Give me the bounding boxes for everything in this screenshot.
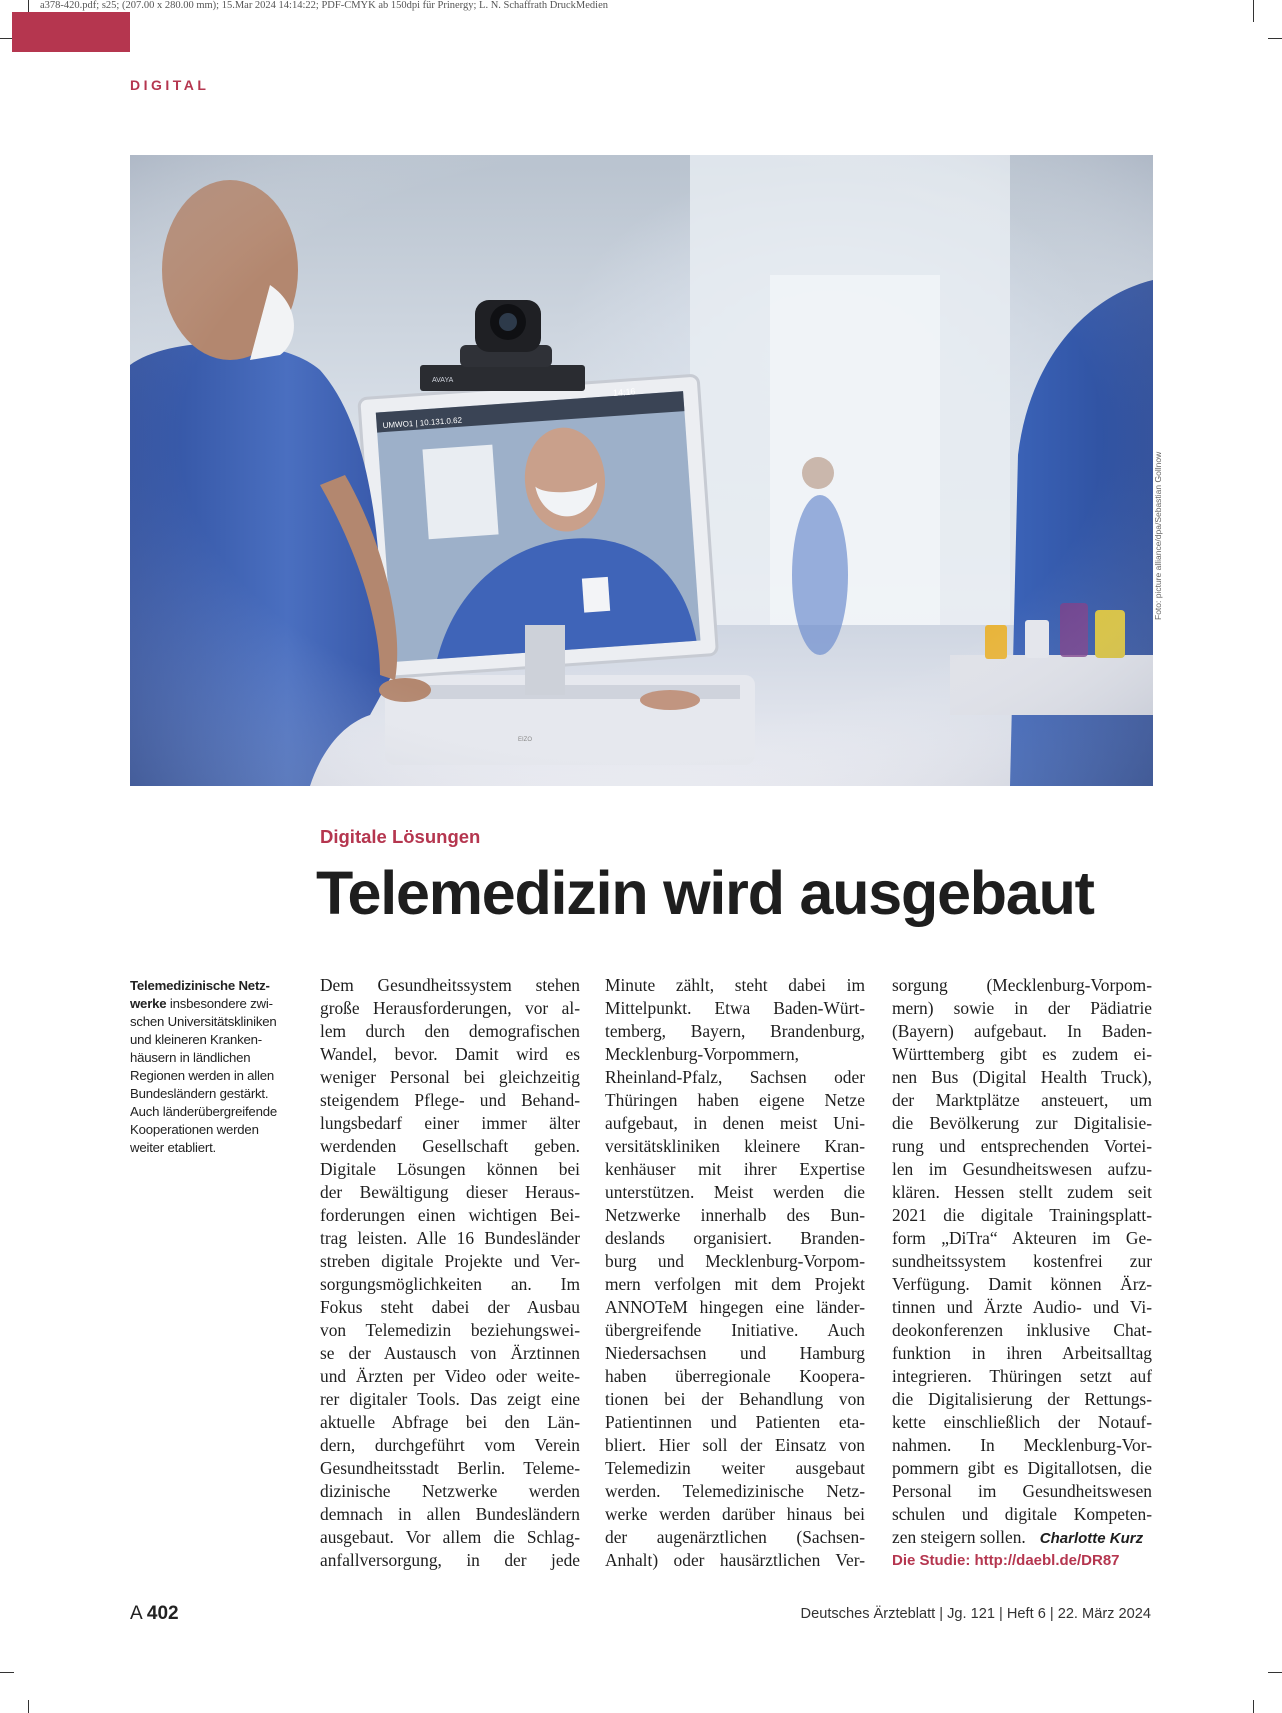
- body-line: streben digitale Projekte und Ver-: [320, 1251, 580, 1271]
- body-line: anfallversorgung, in der jede: [320, 1550, 580, 1570]
- body-line: die Digitalisierung der Rettungs-: [892, 1389, 1152, 1409]
- body-line: mern verfolgen mit dem Projekt: [605, 1274, 865, 1294]
- crop-mark: [1268, 1672, 1282, 1673]
- body-line: aktuelle Abfrage bei den Län-: [320, 1412, 580, 1432]
- body-line: sorgungsmöglichkeiten an. Im: [320, 1274, 580, 1294]
- article-photo: [130, 155, 1153, 786]
- body-line: tinnen und Ärzte Audio- und Vi-: [892, 1297, 1152, 1317]
- body-line: Thüringen haben eigene Netze: [605, 1090, 865, 1110]
- body-line: Verfügung. Damit können Ärz-: [892, 1274, 1152, 1294]
- body-line: rer digitaler Tools. Das zeigt eine: [320, 1389, 580, 1409]
- body-line: nahmen. In Mecklenburg-Vor-: [892, 1435, 1152, 1455]
- body-line: aufgebaut, in denen meist Uni-: [605, 1113, 865, 1133]
- body-line: übergreifende Initiative. Auch: [605, 1320, 865, 1340]
- body-line: deslands organisiert. Branden-: [605, 1228, 865, 1248]
- body-line: nen Bus (Digital Health Truck),: [892, 1067, 1152, 1087]
- body-line: zen steigern sollen.: [892, 1527, 1026, 1547]
- margin-summary-lead: Telemedizinische Netz-werke: [130, 978, 270, 1011]
- body-line: Minute zählt, steht dabei im: [605, 975, 865, 995]
- body-line: Dem Gesundheitssystem stehen: [320, 975, 580, 995]
- body-line: 2021 die digitale Trainingsplatt-: [892, 1205, 1152, 1225]
- page-prefix: A: [130, 1603, 142, 1624]
- body-column-1: [320, 974, 580, 1572]
- body-line: lem durch den demografischen: [320, 1021, 580, 1041]
- body-line: deokonferenzen inklusive Chat-: [892, 1320, 1152, 1340]
- body-line: demnach in allen Bundesländern: [320, 1504, 580, 1524]
- body-line: (Bayern) aufgebaut. In Baden-: [892, 1021, 1152, 1041]
- camera-brand: AVAYA: [432, 377, 454, 384]
- body-line: lungsbedarf einer immer älter: [320, 1113, 580, 1133]
- body-line: kette einschließlich der Notauf-: [892, 1412, 1152, 1432]
- body-line: der Bewältigung dieser Heraus-: [320, 1182, 580, 1202]
- body-line: forderungen einen wichtigen Bei-: [320, 1205, 580, 1225]
- section-label: DIGITAL: [130, 77, 210, 93]
- article-headline: Telemedizin wird ausgebaut: [316, 859, 1094, 927]
- body-line: schulen und digitale Kompeten-: [892, 1504, 1152, 1524]
- body-line: Gesundheitsstadt Berlin. Teleme-: [320, 1458, 580, 1478]
- margin-summary-text: insbesondere zwi-schen Universitätskliniken und kleineren Kranken-häusern in ländlichen Regionen werden in allen Bundesländern gestärkt. Auch länderübergreifende Kooperationen werden weiter etabliert.: [130, 996, 277, 1155]
- body-line: Mecklenburg-Vorpommern,: [605, 1044, 799, 1064]
- body-line: form „DiTra“ Akteuren im Ge-: [892, 1228, 1152, 1248]
- body-line: große Herausforderungen, vor al-: [320, 998, 580, 1018]
- monitor-clock: 14:16: [612, 386, 636, 399]
- body-line: temberg, Bayern, Brandenburg,: [605, 1021, 865, 1041]
- body-line: werke werden darüber hinaus bei: [605, 1504, 865, 1524]
- body-line: dern, durchgeführt vom Verein: [320, 1435, 580, 1455]
- crop-mark: [28, 1700, 29, 1713]
- crop-mark: [1253, 0, 1254, 22]
- body-line-closing: [892, 1526, 1152, 1549]
- body-line: len im Gesundheitswesen aufzu-: [892, 1159, 1152, 1179]
- body-line: ANNOTeM hingegen eine länder-: [605, 1297, 865, 1317]
- body-line: steigendem Pflege- und Behand-: [320, 1090, 580, 1110]
- journal-footer: Deutsches Ärzteblatt | Jg. 121 | Heft 6 | 22. März 2024: [800, 1606, 1151, 1622]
- body-line: Netzwerke innerhalb des Bun-: [605, 1205, 865, 1225]
- photo-illustration: [130, 155, 1153, 786]
- body-line: Anhalt) oder hausärztlichen Ver-: [605, 1550, 865, 1570]
- body-line: unterstützen. Meist werden die: [605, 1182, 865, 1202]
- article-author: Charlotte Kurz: [1039, 1530, 1144, 1547]
- body-line: Rheinland-Pfalz, Sachsen oder: [605, 1067, 865, 1087]
- crop-mark: [0, 1672, 14, 1673]
- body-line: Personal im Gesundheitswesen: [892, 1481, 1152, 1501]
- body-line: Wandel, bevor. Damit wird es: [320, 1044, 580, 1064]
- body-line: Telemedizin weiter ausgebaut: [605, 1458, 865, 1478]
- page-number-value: 402: [146, 1603, 179, 1624]
- body-line: integrieren. Thüringen setzt auf: [892, 1366, 1152, 1386]
- body-line: funktion in ihren Arbeitsalltag: [892, 1343, 1152, 1363]
- body-line: der Marktplätze ansteuert, um: [892, 1090, 1152, 1110]
- section-color-tab: [12, 12, 130, 52]
- body-line: werdenden Gesellschaft geben.: [320, 1136, 580, 1156]
- body-line: Mittelpunkt. Etwa Baden-Würt-: [605, 998, 865, 1018]
- body-line: pommern gibt es Digitallotsen, die: [892, 1458, 1152, 1478]
- body-line: rung und entsprechenden Vortei-: [892, 1136, 1152, 1156]
- body-line: klären. Hessen stellt zudem seit: [892, 1182, 1152, 1202]
- body-line: die Bevölkerung zur Digitalisie-: [892, 1113, 1152, 1133]
- margin-summary: [130, 977, 288, 1157]
- body-line: und Ärzten per Video oder weite-: [320, 1366, 580, 1386]
- body-line: se der Austausch von Ärztinnen: [320, 1343, 580, 1363]
- body-line: haben überregionale Koopera-: [605, 1366, 865, 1386]
- body-line: tionen bei der Behandlung von: [605, 1389, 865, 1409]
- body-line: burg und Mecklenburg-Vorpom-: [605, 1251, 865, 1271]
- body-line: Niedersachsen und Hamburg: [605, 1343, 865, 1363]
- body-line: trag leisten. Alle 16 Bundesländer: [320, 1228, 580, 1248]
- body-line: werden. Telemedizinische Netz-: [605, 1481, 865, 1501]
- study-link[interactable]: Die Studie: http://daebl.de/DR87: [892, 1552, 1120, 1569]
- body-line: von Telemedizin beziehungswei-: [320, 1320, 580, 1340]
- body-line: Patientinnen und Patienten eta-: [605, 1412, 865, 1432]
- body-line: sorgung (Mecklenburg-Vorpom-: [892, 975, 1152, 995]
- print-info-line: a378-420.pdf; s25; (207.00 x 280.00 mm); 15.Mar 2024 14:14:22; PDF-CMYK ab 150dpi für Prinergy; L. N. Schaffrath DruckMedien: [40, 0, 609, 11]
- body-line: Fokus steht dabei der Ausbau: [320, 1297, 580, 1317]
- body-line: kenhäuser mit ihrer Expertise: [605, 1159, 865, 1179]
- body-line: bliert. Hier soll der Einsatz von: [605, 1435, 865, 1455]
- body-line: dizinische Netzwerke werden: [320, 1481, 580, 1501]
- body-line: sundheitssystem kostenfrei zur: [892, 1251, 1152, 1271]
- body-column-3: [892, 974, 1152, 1572]
- body-line: mern) sowie in der Pädiatrie: [892, 998, 1152, 1018]
- body-column-2: [605, 974, 865, 1572]
- body-line: ausgebaut. Vor allem die Schlag-: [320, 1527, 580, 1547]
- body-line: der augenärztlichen (Sachsen-: [605, 1527, 865, 1547]
- crop-mark: [1253, 1700, 1254, 1713]
- page-number: [130, 1603, 179, 1625]
- photo-credit: Foto: picture alliance/dpa/Sebastian Gollnow: [1153, 451, 1163, 620]
- monitor-brand: EIZO: [518, 737, 533, 743]
- crop-mark: [1268, 38, 1282, 39]
- monitor-caption: UMWO1 | 10.131.0.62: [382, 415, 463, 431]
- body-line: weniger Personal bei gleichzeitig: [320, 1067, 580, 1087]
- body-line: Württemberg gibt es zudem ei-: [892, 1044, 1152, 1064]
- body-line: Digitale Lösungen können bei: [320, 1159, 580, 1179]
- body-line: versitätskliniken kleinere Kran-: [605, 1136, 865, 1156]
- article-kicker: Digitale Lösungen: [320, 826, 481, 847]
